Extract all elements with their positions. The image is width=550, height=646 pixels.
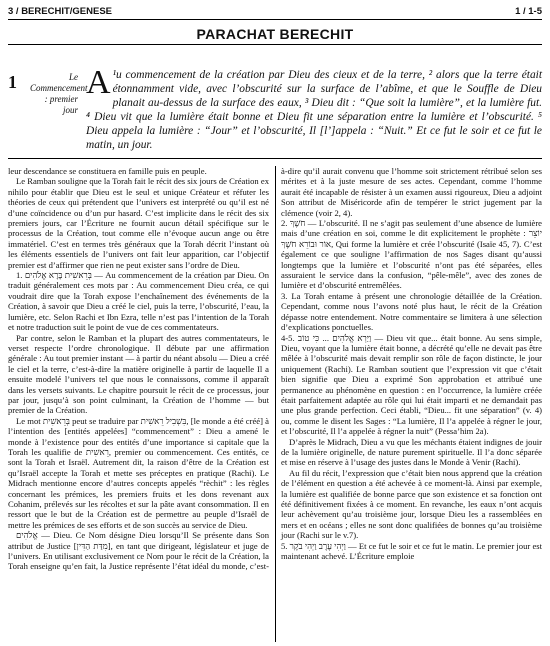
commentary-columns [8,166,542,642]
commentary-paragraph: 4-5. וַיַּרְא אֱלֹהִים ... כִּי טוֹב — Dieu vit que... était bonne. Au sens simple, Dieu, voyant que la lumière était bonne, a décrété qu’elle ne devait pas être mêlée à l’obscurité mais devait remplir son rôle de façon distincte, le jour uniquement (Rachi). Le Ramban soutient que l’expression vit que c’était bien signifie que Dieu a exprimé Son approbation et attribué une permanence au phénomène en question : en l’occurrence, la lumière créée était parfaitement adaptée au rôle qui lui était imparti et ne demandait pas une plus grande perfection. Ceci établi, “Dieu... fit une séparation” (v. 4) ou, comme le disent les Sages : “La lumière, Il l’a appelée à régner le jour, et l’obscurité, Il l’a appelée à régner la nuit” (Pessa’him 2a). [281,332,542,437]
divider-bottom [8,158,542,159]
header-book-label: 3 / BERECHIT/GENESE [8,6,112,17]
divider-top [8,44,542,45]
commentary-paragraph: 2. חֹשֶׁךְ — L’obscurité. Il ne s’agit pas seulement d’une absence de lumière mais d’une création en soi, comme le dit explicitement le prophète : יוֹצֵר אוֹר וּבוֹרֵא חֹשֶׁךְ, Qui forme la lumière et crée l’obscurité (Isaïe 45, 7). C’est également ce que souligne l’affirmation de nos Sages disant qu’aussi longtemps que la lumière et l’obscurité n’ont pas été séparées, elles assuraient le service dans la confusion, “pêle-mêle”, avec des zones de lumière et d’obscurité entremêlées. [281,218,542,291]
commentary-paragraph: Au fil du récit, l’expression que c’était bien nous apprend que la création de l’élément en question a été achevée à ce moment-là. Ainsi par exemple, la lumière est qualifiée de bonne parce que son existence et sa fonction ont été définitivement fixées à ce moment. En revanche, les eaux n’ont acquis leur achèvement qu’au troisième jour, lorsque Dieu les a rassemblées en mers et en océans ; elles ne sont donc qualifiées de bonnes qu’au troisième jour (Rachi sur le v.7). [281,467,542,541]
verse-block [8,48,542,154]
commentary-paragraph: 1. בְּרֵאשִׁית בָּרָא אֱלֹהִים — Au commencement de la création par Dieu. On traduit généralement ces mots par : Au commencement Dieu créa, ce qui voudrait dire que la Torah expose l’enchaînement des événements de la Création, à savoir que Dieu a créé le ciel, puis la terre, l’obscurité, l’eau, la lumière, etc. Selon Rachi et Ibn Ezra, telle n’est pas l’intention de la Torah et notre traduction suit le point de vue de ces commentateurs. [8,270,270,333]
chapter-side-note: Le Commencement : premier jour [30,72,88,115]
commentary-paragraph: אֱלֹהִים — Dieu. Ce Nom désigne Dieu lorsqu’Il Se présente dans Son attribut de Justice [מִדַּת הַדִּין], en tant que dirigeant, législateur et juge de l’univers. En utilisant exclusivement ce Nom pour le récit de la Création, la Torah enseigne qu’en fait, la Justice représente l’état idéal du monde, c’est-à-dire qu’il aurait convenu que l’homme soit strictement rétribué selon ses mérites et à la juste mesure de ses actes. Cependant, comme l’homme aurait été incapable de résister à un examen aussi rigoureux, Dieu a adjoint Son attribut de Miséricorde afin de tempérer le strict jugement par la clémence (voir 2, 4). [8,166,542,572]
running-header [8,3,542,20]
verse-dropcap: A [86,64,111,101]
commentary-paragraph: Par contre, selon le Ramban et la plupart des autres commentateurs, le verset respecte l’ordre chronologique. Il débute par une affirmation générale : Au tout premier instant — à partir du néant absolu — Dieu a créé le ciel et la terre, c’est-à-dire la matière originelle à partir de laquelle Il a ensuite modelé l’univers tel que nous le connaissons, comme il apparaît dans les versets suivants. Le chapitre poursuit le récit de ce processus, jour par jour, jusqu’à son point culminant, la Création de l’homme — but premier de la Création. [8,332,269,416]
verse-text [86,64,542,152]
commentary-paragraph: leur descendance se constituera en famille puis en peuple. [8,166,207,176]
commentary-paragraph: 5. וַיְהִי עֶרֶב וַיְהִי בֹקֶר — Et ce fut le soir et ce fut le matin. Le premier jour est maintenant achevé. L’Écriture emploie [281,540,542,562]
commentary-paragraph: Le Ramban souligne que la Torah fait le récit des six jours de Création ex nihilo pour établir que Dieu est le seul et unique Créateur et réfuter les théories de ceux qui prétendent que l’univers est interprété ou qu’il est né d’une coïncidence ou d’un pur hasard. C’est implicite dans le récit des six premiers jours, car l’Écriture ne fournit aucun détail spécifique sur le processus de la Création, tout comme elle n’évoque aucun ange ou être immatériel. C’est en termes très généraux que la Torah décrit l’instant où les éléments essentiels de l’univers ont fait leur apparition, car l’objectif premier est d’affirmer que rien ne peut exister sans l’ordre de Dieu. [8,176,269,270]
section-title: PARACHAT BERECHIT [196,26,354,42]
header-verse-range: 1 / 1-5 [515,6,542,17]
commentary-paragraph: D’après le Midrach, Dieu a vu que les méchants étaient indignes de jouir de la lumière originelle, de nature purement spirituelle. Il l’a donc séparée et mise en réserve à l’usage des justes dans le Monde à Venir (Rachi). [281,436,542,468]
commentary-paragraph: 3. La Torah entame à présent une chronologie détaillée de la Création. Cependant, comme nous l’avons noté plus haut, le récit de la Création dépasse notre entendement. Notre commentaire se limitera à une sélection d’explications ponctuelles. [281,290,542,333]
verse-body: ¹u commencement de la création par Dieu des cieux et de la terre, ² alors que la terre était étonnamment vide, avec l’obscurité sur la surface de l’abîme, et que le Souffle de Dieu planait au-dessus de la surface des eaux, ³ Dieu dit : “Que soit la lumière”, et la lumière fut. ⁴ Dieu vit que la lumière était bonne et Dieu fit une séparation entre la lumière et l’obscurité. ⁵ Dieu appela la lumière : “Jour” et l’obscurité, Il [l’]appela : “Nuit.” Et ce fut le soir et ce fut le matin, un jour. [86,69,542,151]
chapter-number: 1 [8,72,17,92]
commentary-paragraph: Le mot בְּרֵאשִׁית peut se traduire par בִּשְׁבִיל רֵאשִׁית, [le monde a été créé] à l’intention des [entités appelées] “commencement” : Dieu a amené le monde à l’existence pour des entités d’une importance si capitale que la Torah les qualifie de רֵאשִׁית, premier ou commencement. Ces entités, ce sont la Torah et Israël. Autrement dit, la raison d’être de la Création est qu’Israël accepte la Torah et mette ses préceptes en pratique (Rachi). Le Midrach mentionne encore d’autres concepts appelés “rèchit” : les règles concernant les prémices, les premiers fruits et les dons revenant aux Cohanim, prélevés sur les récoltes et sur la pâte avant consommation. Il en ressort que le but de la Création est de permettre au peuple d’Israël de mettre les prémices de ses efforts et de son succès au service de Dieu. [8,415,269,530]
